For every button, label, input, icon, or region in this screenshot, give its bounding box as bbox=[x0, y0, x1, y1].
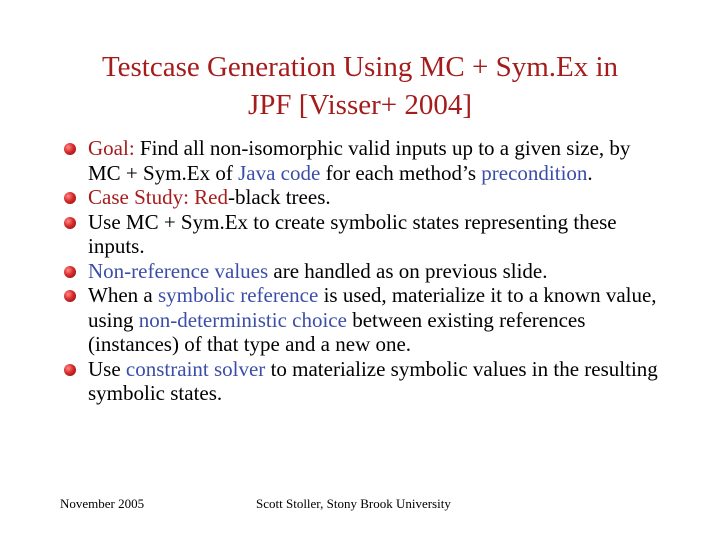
constraint-solver-term: constraint solver bbox=[125, 356, 266, 381]
bullet-text: to materialize symbolic values in the resulting symbolic states. bbox=[88, 356, 658, 405]
bullet-constraint-solver bbox=[62, 357, 662, 406]
footer-author: Scott Stoller, Stony Brook University bbox=[256, 496, 451, 511]
bullet-text: Use MC + Sym.Ex to create symbolic states representing these inputs. bbox=[88, 209, 617, 258]
red-sphere-bullet-icon bbox=[64, 364, 76, 376]
bullet-text: When a bbox=[88, 283, 158, 307]
bullet-text: . bbox=[587, 160, 593, 185]
non-reference-term: Non-reference values bbox=[88, 258, 269, 283]
bullet-text: Find all non-isomorphic valid inputs up to a given size, by MC + Sym.Ex of bbox=[88, 136, 631, 185]
slide-title bbox=[40, 48, 680, 124]
bullet-list bbox=[62, 136, 662, 406]
bullet-text: are handled as on previous slide. bbox=[268, 258, 548, 283]
bullet-symbolic-reference bbox=[62, 283, 662, 357]
bullet-text: between existing references (instances) of that type and a new one. bbox=[88, 307, 586, 356]
red-sphere-bullet-icon bbox=[64, 266, 76, 278]
bullet-non-reference bbox=[62, 259, 662, 284]
bullet-case-study bbox=[62, 185, 662, 210]
footer-date: November 2005 bbox=[60, 496, 145, 511]
bullet-text: for each method’s bbox=[320, 160, 482, 185]
bullet-text: is used, materialize it to a known value, using bbox=[88, 283, 657, 332]
java-code-term: Java code bbox=[238, 160, 321, 185]
case-study-label: Case Study: bbox=[88, 185, 195, 209]
non-deterministic-choice-term: non-deterministic choice bbox=[138, 307, 347, 332]
red-sphere-bullet-icon bbox=[64, 192, 76, 204]
bullet-text: Use bbox=[88, 356, 126, 381]
bullet-text: -black trees. bbox=[228, 185, 331, 209]
slide-title-line-1: Testcase Generation Using MC + Sym.Ex in bbox=[101, 51, 619, 83]
red-term: Red bbox=[194, 185, 228, 209]
symbolic-reference-term: symbolic reference bbox=[157, 283, 319, 307]
red-sphere-bullet-icon bbox=[64, 143, 76, 155]
bullet-goal bbox=[62, 136, 662, 185]
bullet-symbolic-states bbox=[62, 210, 662, 259]
red-sphere-bullet-icon bbox=[64, 217, 76, 229]
slide-title-line-2: JPF [Visser+ 2004] bbox=[247, 89, 473, 121]
red-sphere-bullet-icon bbox=[64, 290, 76, 302]
goal-label: Goal: bbox=[88, 136, 135, 160]
precondition-term: precondition bbox=[481, 160, 588, 185]
